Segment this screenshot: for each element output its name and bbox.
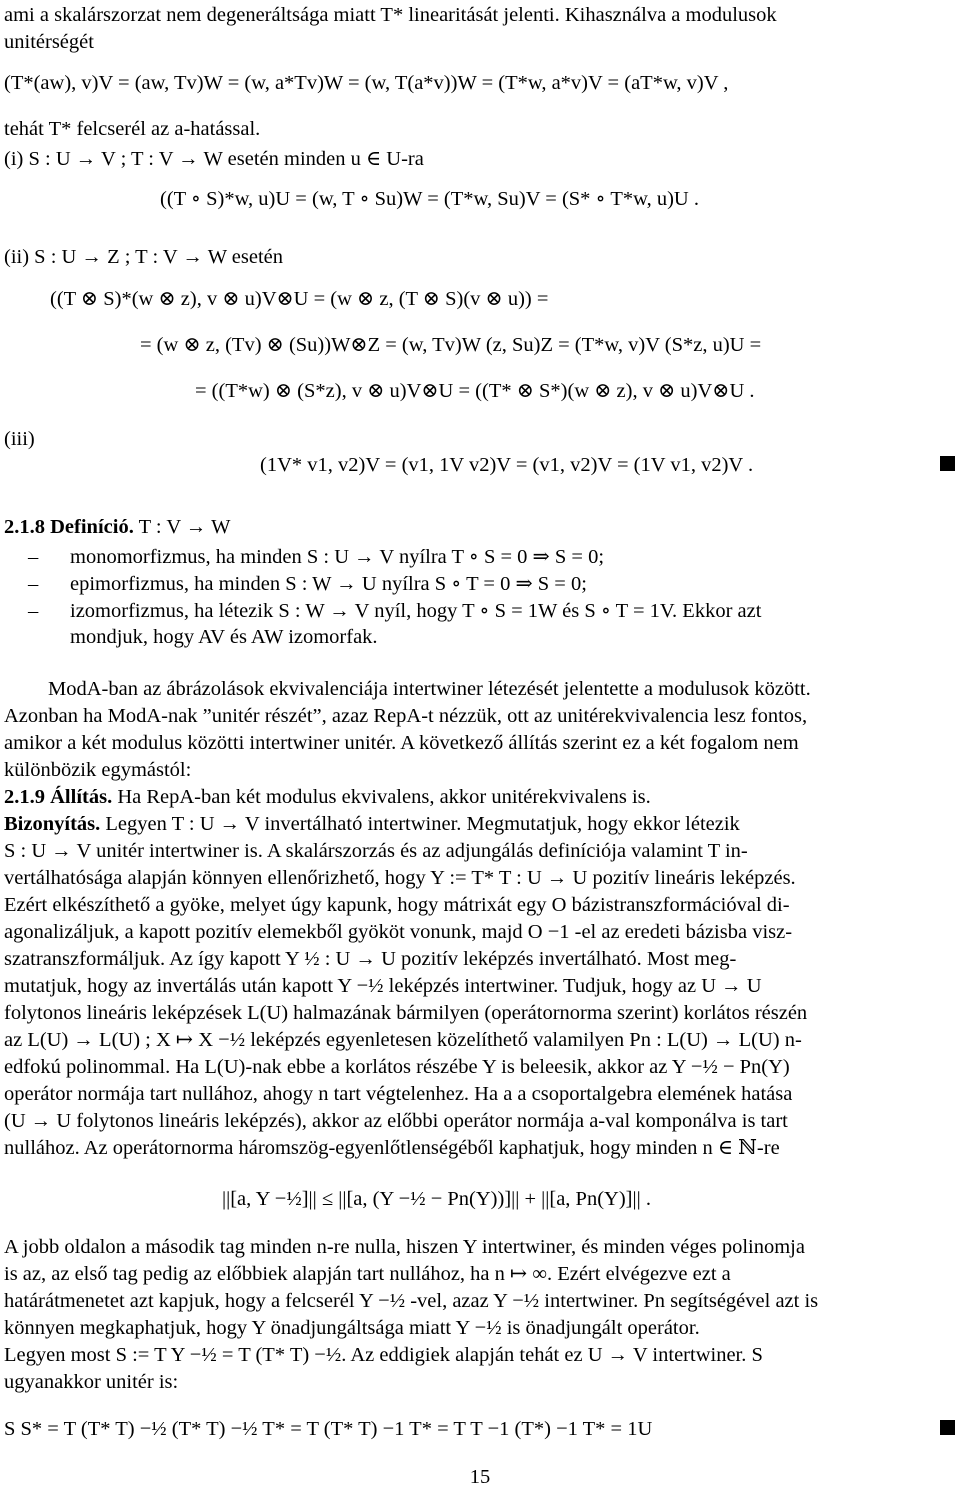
paragraph-line: ModA-ban az ábrázolások ekvivalenciája intertwiner létezését jelentette a modulusok között. xyxy=(48,678,811,700)
equation: = (w ⊗ z, (Tv) ⊗ (Su))W⊗Z = (w, Tv)W (z, Su)Z = (T*w, v)V (S*z, u)U = xyxy=(140,334,762,356)
proof-line: határátmenetet azt kapjuk, hogy a felcserél Y −½ -vel, azaz Y −½ intertwiner. Pn segítségével azt is xyxy=(4,1290,819,1312)
definition-item: izomorfizmus, ha létezik S : W → V nyíl, hogy T ∘ S = 1W és S ∘ T = 1V. Ekkor azt xyxy=(70,600,762,622)
proof-line: Legyen most S := T Y −½ = T (T* T) −½. Az eddigiek alapján tehát ez U → V intertwiner. S xyxy=(4,1344,763,1366)
proof-line: vertálhatósága alapján könnyen ellenőrizhető, hogy Y := T* T : U → U pozitív lineáris leképzés. xyxy=(4,867,796,889)
proof-line: nullához. Az operátornorma háromszög-egyenlőtlenségéből kaphatjuk, hogy minden n ∈ ℕ-re xyxy=(4,1137,780,1159)
equation: ((T ⊗ S)*(w ⊗ z), v ⊗ u)V⊗U = (w ⊗ z, (T ⊗ S)(v ⊗ u)) = xyxy=(50,288,549,310)
paragraph-line: különbözik egymástól: xyxy=(4,759,192,781)
proof-line: szatranszformáljuk. Az így kapott Y ½ : U → U pozitív leképzés invertálható. Most meg- xyxy=(4,948,737,970)
proof-text: Legyen T : U → V invertálható intertwiner. Megmutatjuk, hogy ekkor létezik xyxy=(105,813,740,835)
proof-line: S : U → V unitér intertwiner is. A skalárszorzás és az adjungálás definíciója valamint T in- xyxy=(4,840,748,862)
definition-item-cont: mondjuk, hogy AV és AW izomorfak. xyxy=(70,626,378,648)
paragraph-line: Azonban ha ModA-nak ”unitér részét”, azaz RepA-t nézzük, ott az unitérekvivalencia lesz fontos, xyxy=(4,705,808,727)
proof-line: ugyanakkor unitér is: xyxy=(4,1371,179,1393)
proof-line: is az, az első tag pedig az előbbiek alapján tart nullához, ha n ↦ ∞. Ezért elvégezve ezt a xyxy=(4,1263,731,1285)
text-line: tehát T* felcserél az a-hatással. xyxy=(4,118,261,140)
proof-line: (U → U folytonos lineáris leképzés), akkor az előbbi operátor normája a-val komponálva is tart xyxy=(4,1110,788,1132)
proof-line: az L(U) → L(U) ; X ↦ X −½ leképzés egyenletesen közelíthető valamilyen Pn : L(U) → L(U) n- xyxy=(4,1029,802,1051)
text-line: (i) S : U → V ; T : V → W esetén minden u ∈ U-ra xyxy=(4,148,424,170)
equation: ((T ∘ S)*w, u)U = (w, T ∘ Su)W = (T*w, Su)V = (S* ∘ T*w, u)U . xyxy=(160,188,699,210)
equation: = ((T*w) ⊗ (S*z), v ⊗ u)V⊗U = ((T* ⊗ S*)(w ⊗ z), v ⊗ u)V⊗U . xyxy=(195,380,755,402)
page-number: 15 xyxy=(469,1466,491,1488)
paragraph-line: amikor a két modulus közötti intertwiner unitér. A következő állítás szerint ez a két fogalom nem xyxy=(4,732,799,754)
list-bullet: – xyxy=(28,600,39,622)
equation: (1V* v1, v2)V = (v1, 1V v2)V = (v1, v2)V = (1V v1, v2)V . xyxy=(260,454,754,476)
qed-mark xyxy=(940,1420,955,1435)
equation: ||[a, Y −½]|| ≤ ||[a, (Y −½ − Pn(Y))]|| + ||[a, Pn(Y)]|| . xyxy=(222,1188,651,1210)
item-label: (iii) xyxy=(4,428,35,450)
equation: (T*(aw), v)V = (aw, Tv)W = (w, a*Tv)W = (w, T(a*v))W = (T*w, a*v)V = (aT*w, v)V , xyxy=(4,72,729,94)
definition-item: epimorfizmus, ha minden S : W → U nyílra S ∘ T = 0 ⇒ S = 0; xyxy=(70,573,587,595)
text-line: unitérségét xyxy=(4,31,94,53)
proof-line: operátor normája tart nullához, ahogy n tart végtelenhez. Ha a a csoportalgebra elemének hatása xyxy=(4,1083,793,1105)
proof-line: edfokú polinommal. Ha L(U)-nak ebbe a korlátos részébe Y is beleesik, akkor az Y −½ − Pn(Y) xyxy=(4,1056,790,1078)
proof-line: agonalizáljuk, a kapott pozitív elemekből gyököt vonunk, majd O −1 -el az eredeti bázisba visz- xyxy=(4,921,793,943)
claim-body: Ha RepA-ban két modulus ekvivalens, akkor unitérekvivalens is. xyxy=(117,786,651,808)
proof-line: könnyen megkaphatjuk, hogy Y önadjungáltsága miatt Y −½ is önadjungált operátor. xyxy=(4,1317,700,1339)
proof-line: folytonos lineáris leképzések L(U) halmazának bármilyen (operátornorma szerint) korlátos részén xyxy=(4,1002,808,1024)
list-bullet: – xyxy=(28,546,39,568)
claim-heading: 2.1.9 Állítás. xyxy=(4,786,113,808)
proof-heading: Bizonyítás. xyxy=(4,813,101,835)
proof-line: mutatjuk, hogy az invertálás után kapott Y −½ leképzés intertwiner. Tudjuk, hogy az U → U xyxy=(4,975,762,997)
text-line: ami a skalárszorzat nem degeneráltsága miatt T* linearitását jelenti. Kihasználva a modulusok xyxy=(4,4,777,26)
equation: S S* = T (T* T) −½ (T* T) −½ T* = T (T* T) −1 T* = T T −1 (T*) −1 T* = 1U xyxy=(4,1418,653,1440)
text-line: (ii) S : U → Z ; T : V → W esetén xyxy=(4,246,284,268)
list-bullet: – xyxy=(28,573,39,595)
definition-heading: 2.1.8 Definíció. xyxy=(4,516,134,538)
proof-line: A jobb oldalon a második tag minden n-re nulla, hiszen Y intertwiner, és minden véges polinomja xyxy=(4,1236,805,1258)
definition-intro: T : V → W xyxy=(138,516,231,538)
qed-mark xyxy=(940,456,955,471)
proof-line: Ezért elkészíthető a gyöke, melyet úgy kapunk, hogy mátrixát egy O bázistranszformációval di- xyxy=(4,894,790,916)
definition-item: monomorfizmus, ha minden S : U → V nyílra T ∘ S = 0 ⇒ S = 0; xyxy=(70,546,605,568)
